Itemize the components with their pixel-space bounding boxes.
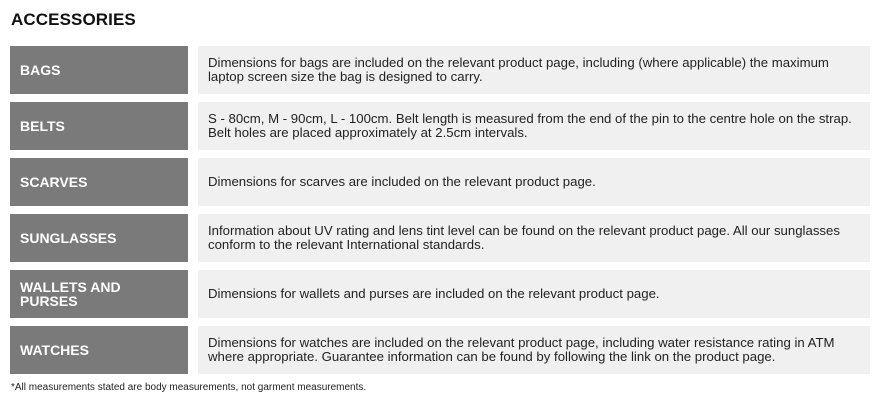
- row-description-text: Dimensions for wallets and purses are included on the relevant product page.: [208, 285, 660, 301]
- row-label-wallets-and-purses: [10, 270, 188, 318]
- row-label-text: WALLETS AND PURSES: [20, 279, 121, 309]
- table-row-sunglasses: [10, 214, 870, 262]
- row-description-text: Information about UV rating and lens tint level can be found on the relevant product page. All our sunglasses conform to the relevant International standards.: [208, 222, 840, 252]
- table-row-watches: [10, 326, 870, 374]
- row-label-text: SCARVES: [20, 174, 88, 190]
- row-description-bags: [198, 46, 870, 94]
- row-label-text: BAGS: [20, 62, 61, 78]
- row-label-sunglasses: [10, 214, 188, 262]
- row-label-text: WATCHES: [20, 342, 89, 358]
- table-row-belts: [10, 102, 870, 150]
- row-description-scarves: [198, 158, 870, 206]
- row-label-text: BELTS: [20, 118, 65, 134]
- row-description-text: Dimensions for bags are included on the relevant product page, including (where applicable) the maximum laptop screen size the bag is designed to carry.: [208, 54, 829, 84]
- table-row-wallets-and-purses: [10, 270, 870, 318]
- row-description-text: S - 80cm, M - 90cm, L - 100cm. Belt length is measured from the end of the pin to the centre hole on the strap. Belt holes are placed approximately at 2.5cm intervals.: [208, 110, 852, 140]
- measurements-footnote: *All measurements stated are body measurements, not garment measurements.: [11, 382, 367, 393]
- table-row-bags: [10, 46, 870, 94]
- row-label-bags: [10, 46, 188, 94]
- row-label-belts: [10, 102, 188, 150]
- row-description-watches: [198, 326, 870, 374]
- row-label-scarves: [10, 158, 188, 206]
- accessories-table: [10, 46, 870, 382]
- row-label-text: SUNGLASSES: [20, 230, 117, 246]
- row-label-watches: [10, 326, 188, 374]
- row-description-text: Dimensions for scarves are included on the relevant product page.: [208, 173, 596, 189]
- page-title: ACCESSORIES: [11, 10, 136, 29]
- row-description-belts: [198, 102, 870, 150]
- row-description-text: Dimensions for watches are included on the relevant product page, including water resistance rating in ATM where appropriate. Guarantee information can be found by following the link on the product page.: [208, 334, 835, 364]
- table-row-scarves: [10, 158, 870, 206]
- row-description-sunglasses: [198, 214, 870, 262]
- row-description-wallets-and-purses: [198, 270, 870, 318]
